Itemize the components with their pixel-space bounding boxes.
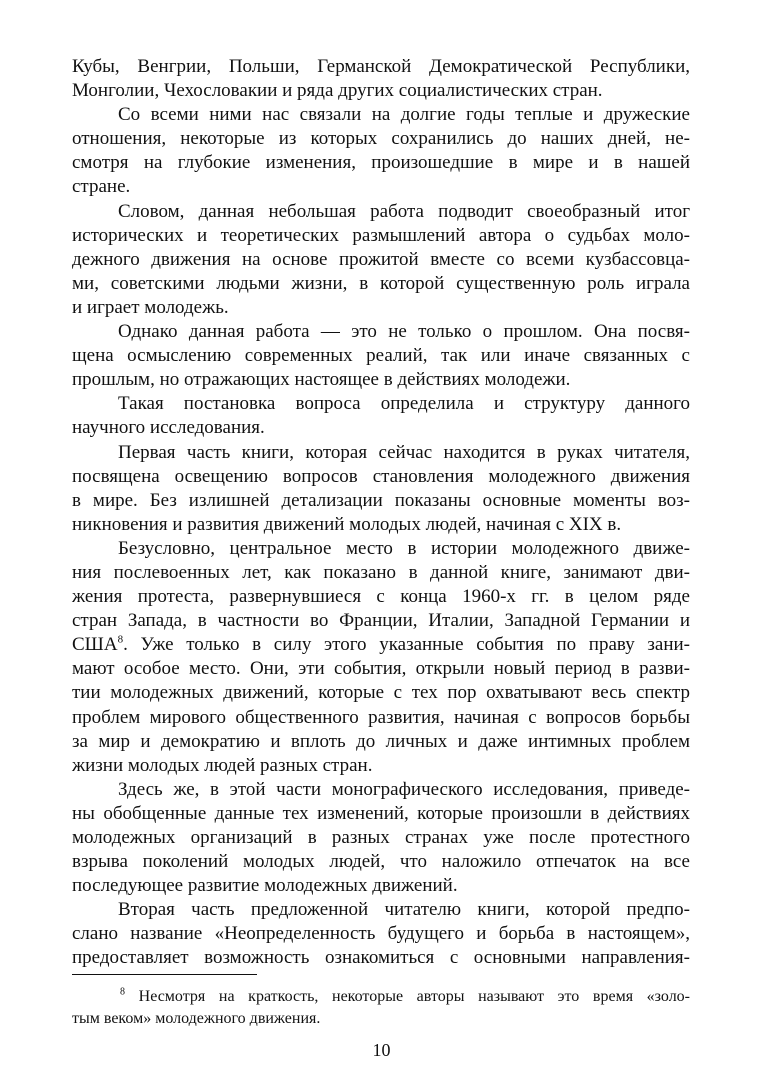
line-text: жения протеста, развернувшиеся с конца 1960-х гг. в целом ряде xyxy=(72,586,690,608)
line-text: Безусловно, центральное место в истории молодежного движе- xyxy=(118,537,690,559)
footnote-separator xyxy=(72,974,257,975)
text-line xyxy=(72,79,690,103)
line-text: жизни молодых людей разных стран. xyxy=(72,754,373,776)
text-line xyxy=(72,681,690,705)
line-text: молодежных организаций в разных странах уже после протестного xyxy=(72,827,690,848)
text-line xyxy=(72,561,690,585)
line-text: посвящена освещению вопросов становления молодежного движения xyxy=(72,465,690,487)
text-line xyxy=(72,103,690,127)
line-text: Монголии, Чехословакии и ряда других социалистических стран. xyxy=(72,80,603,102)
line-text: слано название «Неопределенность будущего и борьба в настоящем», xyxy=(72,923,690,945)
text-line xyxy=(72,633,690,657)
line-text: мают особое место. Они, эти события, открыли новый период в разви- xyxy=(72,658,690,680)
text-line xyxy=(72,344,690,368)
text-line xyxy=(72,175,690,199)
text-line xyxy=(72,272,690,296)
text-line xyxy=(72,392,690,416)
line-text-after: . Уже только в силу этого указанные события по праву зани- xyxy=(123,634,690,656)
footnote-line-2: тым веком» молодежного движения. xyxy=(72,1010,321,1027)
text-line xyxy=(72,224,690,248)
text-line xyxy=(72,55,690,79)
line-text: Со всеми ними нас связали на долгие годы теплые и дружеские xyxy=(118,104,690,126)
text-line xyxy=(72,874,690,898)
text-line xyxy=(72,368,690,392)
text-line xyxy=(72,537,690,561)
page-number: 10 xyxy=(372,1040,391,1060)
footnote-text-1: Несмотря на краткость, некоторые авторы называют это время «золо- xyxy=(138,988,691,1005)
text-line xyxy=(72,706,690,730)
text-line xyxy=(72,416,690,440)
text-line xyxy=(72,127,690,151)
text-line xyxy=(72,778,690,802)
text-line xyxy=(72,441,690,465)
footnote-reference: 8 xyxy=(117,633,124,646)
line-text: Здесь же, в этой части монографического исследования, приведе- xyxy=(118,778,690,800)
line-text: стран Запада, в частности во Франции, Италии, Западной Германии и xyxy=(72,610,690,632)
text-line xyxy=(72,850,690,874)
line-text: научного исследования. xyxy=(72,417,265,439)
line-text: ми, советскими людьми жизни, в которой существенную роль играла xyxy=(72,272,690,294)
line-text: прошлым, но отражающих настоящее в действиях молодежи. xyxy=(72,369,571,391)
line-text: никновения и развития движений молодых людей, начиная с XIX в. xyxy=(72,513,622,535)
text-line xyxy=(72,730,690,754)
text-line xyxy=(72,898,690,922)
line-text: Вторая часть предложенной читателю книги, которой предпо- xyxy=(118,899,690,921)
line-text: проблем мирового общественного развития, начиная с вопросов борьбы xyxy=(72,706,690,728)
footnote-mark: 8 xyxy=(120,986,125,998)
text-line xyxy=(72,320,690,344)
text-line xyxy=(72,513,690,537)
line-text: в мире. Без излишней детализации показаны основные моменты воз- xyxy=(72,489,690,511)
text-line xyxy=(72,922,690,946)
text-line xyxy=(72,585,690,609)
text-line xyxy=(72,200,690,224)
line-text: Такая постановка вопроса определила и структуру данного xyxy=(118,393,690,415)
text-line xyxy=(72,465,690,489)
text-line xyxy=(72,946,690,970)
text-line xyxy=(72,754,690,778)
line-text: исторических и теоретических размышлений автора о судьбах моло- xyxy=(72,224,690,246)
line-text: смотря на глубокие изменения, произошедшие в мире и в нашей xyxy=(72,152,690,174)
text-line xyxy=(72,609,690,633)
line-text: Однако данная работа — это не только о прошлом. Она посвя- xyxy=(118,321,690,343)
line-text: взрыва поколений молодых людей, что наложило отпечаток на все xyxy=(72,851,690,873)
line-text: дежного движения на основе прожитой вместе со всеми кузбассовца- xyxy=(72,248,690,270)
text-line xyxy=(72,151,690,175)
line-text: Словом, данная небольшая работа подводит своеобразный итог xyxy=(118,200,690,222)
text-line xyxy=(72,489,690,513)
line-text: ны обобщенные данные тех изменений, которые произошли в действиях xyxy=(72,802,690,824)
text-line xyxy=(72,657,690,681)
line-text: отношения, некоторые из которых сохранились до наших дней, не- xyxy=(72,128,690,150)
line-text: и играет молодежь. xyxy=(72,296,229,318)
line-text: предоставляет возможность ознакомиться с основными направления- xyxy=(72,947,690,969)
line-text: стране. xyxy=(72,176,131,198)
line-text: щена осмыслению современных реалий, так или иначе связанных с xyxy=(72,345,690,367)
text-line xyxy=(72,802,690,826)
line-text: ния послевоенных лет, как показано в данной книге, занимают дви- xyxy=(72,561,690,583)
text-line xyxy=(72,248,690,272)
line-text: тии молодежных движений, которые с тех пор охватывают весь спектр xyxy=(72,682,690,704)
line-text: США xyxy=(72,634,118,656)
text-line xyxy=(72,826,690,850)
footnote-line-1 xyxy=(72,986,690,1008)
footnote xyxy=(72,986,690,1030)
page-body xyxy=(72,55,690,971)
text-line xyxy=(72,296,690,320)
line-text: Первая часть книги, которая сейчас находится в руках читателя, xyxy=(118,441,690,463)
line-text: последующее развитие молодежных движений. xyxy=(72,875,458,897)
line-text: Кубы, Венгрии, Польши, Германской Демократической Республики, xyxy=(72,56,690,77)
line-text: за мир и демократию и вплоть до личных и даже интимных проблем xyxy=(72,730,690,752)
